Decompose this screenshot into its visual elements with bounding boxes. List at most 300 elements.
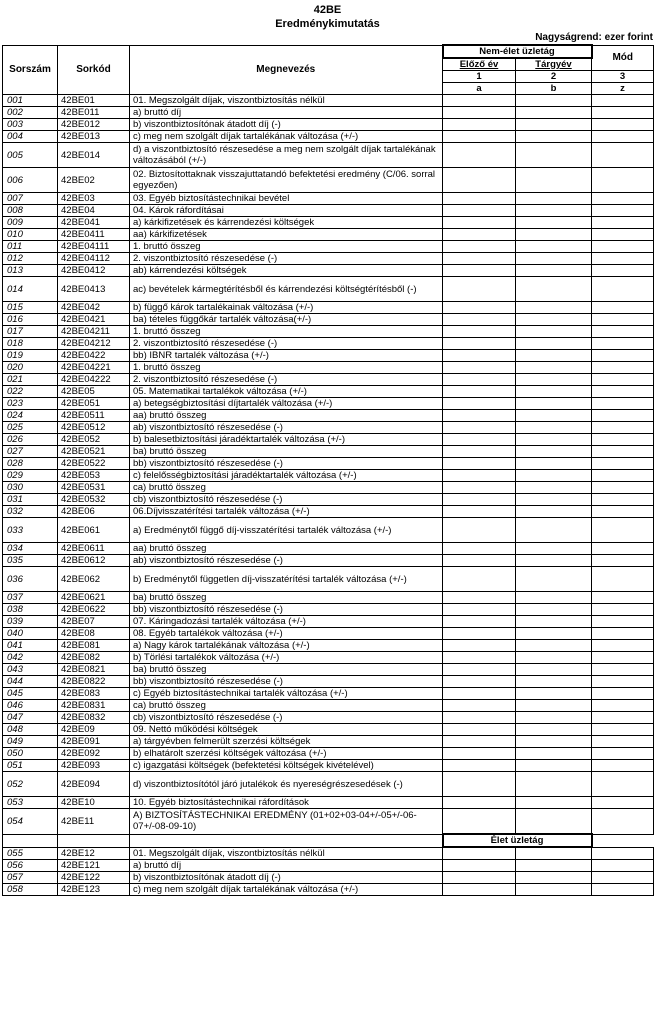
value-mode[interactable] xyxy=(592,724,654,736)
row-code: 42BE121 xyxy=(58,860,130,872)
row-number: 054 xyxy=(3,809,58,835)
value-prev-year[interactable] xyxy=(443,712,516,724)
value-prev-year[interactable] xyxy=(443,205,516,217)
value-mode[interactable] xyxy=(592,422,654,434)
row-number: 005 xyxy=(3,143,58,168)
value-current-year[interactable] xyxy=(516,640,592,652)
row-label: 09. Nettó működési költségek xyxy=(130,724,443,736)
value-current-year[interactable] xyxy=(516,302,592,314)
value-mode[interactable] xyxy=(592,592,654,604)
value-current-year[interactable] xyxy=(516,506,592,518)
row-number: 033 xyxy=(3,518,58,543)
row-number: 048 xyxy=(3,724,58,736)
value-prev-year[interactable] xyxy=(443,543,516,555)
value-prev-year[interactable] xyxy=(443,458,516,470)
value-current-year[interactable] xyxy=(516,760,592,772)
row-number: 038 xyxy=(3,604,58,616)
value-mode[interactable] xyxy=(592,277,654,302)
table-row xyxy=(3,809,654,835)
row-code: 42BE0831 xyxy=(58,700,130,712)
row-code: 42BE0612 xyxy=(58,555,130,567)
value-prev-year[interactable] xyxy=(443,700,516,712)
value-prev-year[interactable] xyxy=(443,884,516,896)
report-title: Eredménykimutatás xyxy=(275,18,380,30)
row-number: 025 xyxy=(3,422,58,434)
value-mode[interactable] xyxy=(592,470,654,482)
row-number: 014 xyxy=(3,277,58,302)
value-current-year[interactable] xyxy=(516,555,592,567)
row-number: 036 xyxy=(3,567,58,592)
table-row xyxy=(3,205,654,217)
value-mode[interactable] xyxy=(592,253,654,265)
row-code: 42BE04222 xyxy=(58,374,130,386)
value-current-year[interactable] xyxy=(516,712,592,724)
row-label: ca) bruttó összeg xyxy=(130,482,443,494)
value-prev-year[interactable] xyxy=(443,482,516,494)
table-row xyxy=(3,884,654,896)
value-prev-year[interactable] xyxy=(443,736,516,748)
value-mode[interactable] xyxy=(592,543,654,555)
value-mode[interactable] xyxy=(592,386,654,398)
value-prev-year[interactable] xyxy=(443,362,516,374)
value-mode[interactable] xyxy=(592,241,654,253)
value-current-year[interactable] xyxy=(516,168,592,193)
row-label: b) elhatárolt szerzési költségek változása (+/-) xyxy=(130,748,443,760)
table-row xyxy=(3,736,654,748)
value-current-year[interactable] xyxy=(516,241,592,253)
value-mode[interactable] xyxy=(592,168,654,193)
value-mode[interactable] xyxy=(592,604,654,616)
value-mode[interactable] xyxy=(592,860,654,872)
table-row xyxy=(3,555,654,567)
table-row xyxy=(3,314,654,326)
col-letter-z: z xyxy=(592,83,654,95)
value-prev-year[interactable] xyxy=(443,277,516,302)
table-row xyxy=(3,374,654,386)
value-current-year[interactable] xyxy=(516,592,592,604)
row-code: 42BE011 xyxy=(58,107,130,119)
value-mode[interactable] xyxy=(592,712,654,724)
value-current-year[interactable] xyxy=(516,543,592,555)
value-prev-year[interactable] xyxy=(443,398,516,410)
value-prev-year[interactable] xyxy=(443,241,516,253)
row-code: 42BE04221 xyxy=(58,362,130,374)
table-row xyxy=(3,193,654,205)
row-number: 027 xyxy=(3,446,58,458)
value-mode[interactable] xyxy=(592,640,654,652)
row-code: 42BE0622 xyxy=(58,604,130,616)
report-code: 42BE xyxy=(313,4,342,16)
row-code: 42BE12 xyxy=(58,847,130,860)
value-prev-year[interactable] xyxy=(443,494,516,506)
value-mode[interactable] xyxy=(592,494,654,506)
value-current-year[interactable] xyxy=(516,860,592,872)
value-mode[interactable] xyxy=(592,265,654,277)
value-current-year[interactable] xyxy=(516,482,592,494)
row-number: 021 xyxy=(3,374,58,386)
row-label: 2. viszontbiztosító részesedése (-) xyxy=(130,338,443,350)
value-mode[interactable] xyxy=(592,119,654,131)
value-mode[interactable] xyxy=(592,772,654,797)
row-label: ba) bruttó összeg xyxy=(130,592,443,604)
row-code: 42BE11 xyxy=(58,809,130,835)
value-current-year[interactable] xyxy=(516,434,592,446)
table-row xyxy=(3,567,654,592)
table-row xyxy=(3,326,654,338)
row-number: 001 xyxy=(3,95,58,107)
value-mode[interactable] xyxy=(592,458,654,470)
value-prev-year[interactable] xyxy=(443,640,516,652)
row-code: 42BE02 xyxy=(58,168,130,193)
value-current-year[interactable] xyxy=(516,628,592,640)
value-mode[interactable] xyxy=(592,338,654,350)
row-code: 42BE053 xyxy=(58,470,130,482)
row-code: 42BE03 xyxy=(58,193,130,205)
value-mode[interactable] xyxy=(592,872,654,884)
table-row xyxy=(3,712,654,724)
value-prev-year[interactable] xyxy=(443,809,516,835)
value-current-year[interactable] xyxy=(516,326,592,338)
value-prev-year[interactable] xyxy=(443,652,516,664)
value-mode[interactable] xyxy=(592,567,654,592)
row-code: 42BE083 xyxy=(58,688,130,700)
value-prev-year[interactable] xyxy=(443,229,516,241)
value-prev-year[interactable] xyxy=(443,217,516,229)
row-label: a) bruttó díj xyxy=(130,860,443,872)
value-prev-year[interactable] xyxy=(443,338,516,350)
value-prev-year[interactable] xyxy=(443,314,516,326)
value-current-year[interactable] xyxy=(516,410,592,422)
value-mode[interactable] xyxy=(592,143,654,168)
value-prev-year[interactable] xyxy=(443,95,516,107)
table-row xyxy=(3,265,654,277)
table-row xyxy=(3,107,654,119)
value-mode[interactable] xyxy=(592,688,654,700)
value-current-year[interactable] xyxy=(516,748,592,760)
value-mode[interactable] xyxy=(592,434,654,446)
value-prev-year[interactable] xyxy=(443,628,516,640)
value-mode[interactable] xyxy=(592,217,654,229)
row-code: 42BE042 xyxy=(58,302,130,314)
value-prev-year[interactable] xyxy=(443,143,516,168)
value-mode[interactable] xyxy=(592,847,654,860)
value-current-year[interactable] xyxy=(516,338,592,350)
row-code: 42BE09 xyxy=(58,724,130,736)
value-mode[interactable] xyxy=(592,362,654,374)
table-row xyxy=(3,640,654,652)
value-prev-year[interactable] xyxy=(443,386,516,398)
row-number: 039 xyxy=(3,616,58,628)
row-number: 037 xyxy=(3,592,58,604)
row-code: 42BE123 xyxy=(58,884,130,896)
value-prev-year[interactable] xyxy=(443,518,516,543)
row-code: 42BE10 xyxy=(58,797,130,809)
value-current-year[interactable] xyxy=(516,374,592,386)
value-prev-year[interactable] xyxy=(443,374,516,386)
value-current-year[interactable] xyxy=(516,229,592,241)
row-label: ab) viszontbiztosító részesedése (-) xyxy=(130,422,443,434)
row-code: 42BE07 xyxy=(58,616,130,628)
value-prev-year[interactable] xyxy=(443,265,516,277)
value-mode[interactable] xyxy=(592,760,654,772)
value-prev-year[interactable] xyxy=(443,253,516,265)
row-code: 42BE091 xyxy=(58,736,130,748)
value-mode[interactable] xyxy=(592,107,654,119)
value-prev-year[interactable] xyxy=(443,555,516,567)
value-mode[interactable] xyxy=(592,410,654,422)
row-label: 1. bruttó összeg xyxy=(130,326,443,338)
table-row xyxy=(3,772,654,797)
value-mode[interactable] xyxy=(592,518,654,543)
row-label: aa) kárkifizetések xyxy=(130,229,443,241)
value-prev-year[interactable] xyxy=(443,872,516,884)
value-mode[interactable] xyxy=(592,350,654,362)
col-group-nonlife: Nem-élet üzletág xyxy=(443,45,592,58)
row-number: 049 xyxy=(3,736,58,748)
value-prev-year[interactable] xyxy=(443,724,516,736)
value-mode[interactable] xyxy=(592,205,654,217)
value-current-year[interactable] xyxy=(516,362,592,374)
life-section xyxy=(3,834,654,847)
value-current-year[interactable] xyxy=(516,700,592,712)
row-code: 42BE0532 xyxy=(58,494,130,506)
value-prev-year[interactable] xyxy=(443,847,516,860)
table-row xyxy=(3,168,654,193)
value-prev-year[interactable] xyxy=(443,604,516,616)
value-mode[interactable] xyxy=(592,302,654,314)
value-mode[interactable] xyxy=(592,398,654,410)
row-number: 050 xyxy=(3,748,58,760)
table-row xyxy=(3,847,654,860)
value-mode[interactable] xyxy=(592,374,654,386)
row-label: a) betegségbiztosítási díjtartalék változása (+/-) xyxy=(130,398,443,410)
value-current-year[interactable] xyxy=(516,664,592,676)
value-current-year[interactable] xyxy=(516,314,592,326)
row-label: 2. viszontbiztosító részesedése (-) xyxy=(130,253,443,265)
value-mode[interactable] xyxy=(592,555,654,567)
value-current-year[interactable] xyxy=(516,253,592,265)
row-label: 01. Megszolgált díjak, viszontbiztosítás nélkül xyxy=(130,847,443,860)
row-code: 42BE08 xyxy=(58,628,130,640)
value-current-year[interactable] xyxy=(516,95,592,107)
value-mode[interactable] xyxy=(592,748,654,760)
table-row xyxy=(3,434,654,446)
value-mode[interactable] xyxy=(592,676,654,688)
value-prev-year[interactable] xyxy=(443,434,516,446)
value-mode[interactable] xyxy=(592,229,654,241)
value-current-year[interactable] xyxy=(516,872,592,884)
row-label: c) meg nem szolgált díjak tartalékának változása (+/-) xyxy=(130,884,443,896)
value-prev-year[interactable] xyxy=(443,326,516,338)
row-label: ab) viszontbiztosító részesedése (-) xyxy=(130,555,443,567)
value-prev-year[interactable] xyxy=(443,688,516,700)
row-number: 020 xyxy=(3,362,58,374)
row-code: 42BE052 xyxy=(58,434,130,446)
table-row xyxy=(3,253,654,265)
value-current-year[interactable] xyxy=(516,119,592,131)
row-code: 42BE0421 xyxy=(58,314,130,326)
row-label: ab) kárrendezési költségek xyxy=(130,265,443,277)
table-row xyxy=(3,131,654,143)
row-code: 42BE04 xyxy=(58,205,130,217)
table-row xyxy=(3,446,654,458)
value-prev-year[interactable] xyxy=(443,592,516,604)
value-mode[interactable] xyxy=(592,700,654,712)
row-number: 019 xyxy=(3,350,58,362)
value-mode[interactable] xyxy=(592,446,654,458)
value-current-year[interactable] xyxy=(516,398,592,410)
value-current-year[interactable] xyxy=(516,676,592,688)
col-header-sorkod: Sorkód xyxy=(58,45,130,95)
value-current-year[interactable] xyxy=(516,724,592,736)
value-current-year[interactable] xyxy=(516,688,592,700)
value-mode[interactable] xyxy=(592,628,654,640)
row-label: 10. Egyéb biztosítástechnikai ráfordítások xyxy=(130,797,443,809)
row-code: 42BE0522 xyxy=(58,458,130,470)
value-mode[interactable] xyxy=(592,506,654,518)
value-prev-year[interactable] xyxy=(443,748,516,760)
value-current-year[interactable] xyxy=(516,494,592,506)
value-prev-year[interactable] xyxy=(443,193,516,205)
value-mode[interactable] xyxy=(592,326,654,338)
value-current-year[interactable] xyxy=(516,205,592,217)
value-mode[interactable] xyxy=(592,797,654,809)
value-current-year[interactable] xyxy=(516,772,592,797)
value-mode[interactable] xyxy=(592,664,654,676)
row-label: 01. Megszolgált díjak, viszontbiztosítás nélkül xyxy=(130,95,443,107)
value-current-year[interactable] xyxy=(516,518,592,543)
value-mode[interactable] xyxy=(592,616,654,628)
row-label: 1. bruttó összeg xyxy=(130,362,443,374)
value-prev-year[interactable] xyxy=(443,470,516,482)
value-current-year[interactable] xyxy=(516,847,592,860)
row-code: 42BE051 xyxy=(58,398,130,410)
value-current-year[interactable] xyxy=(516,652,592,664)
value-prev-year[interactable] xyxy=(443,107,516,119)
row-number: 058 xyxy=(3,884,58,896)
value-current-year[interactable] xyxy=(516,131,592,143)
table-row xyxy=(3,458,654,470)
value-prev-year[interactable] xyxy=(443,131,516,143)
row-number: 013 xyxy=(3,265,58,277)
table-row xyxy=(3,229,654,241)
value-prev-year[interactable] xyxy=(443,506,516,518)
value-current-year[interactable] xyxy=(516,567,592,592)
col-header-prev-year: Előző év xyxy=(443,58,516,71)
value-current-year[interactable] xyxy=(516,446,592,458)
row-number: 040 xyxy=(3,628,58,640)
row-number: 015 xyxy=(3,302,58,314)
row-label: a) bruttó díj xyxy=(130,107,443,119)
row-number: 023 xyxy=(3,398,58,410)
row-number: 044 xyxy=(3,676,58,688)
value-mode[interactable] xyxy=(592,482,654,494)
value-current-year[interactable] xyxy=(516,884,592,896)
value-prev-year[interactable] xyxy=(443,350,516,362)
value-current-year[interactable] xyxy=(516,107,592,119)
row-label: 08. Egyéb tartalékok változása (+/-) xyxy=(130,628,443,640)
value-prev-year[interactable] xyxy=(443,422,516,434)
value-prev-year[interactable] xyxy=(443,664,516,676)
table-row xyxy=(3,470,654,482)
value-prev-year[interactable] xyxy=(443,119,516,131)
row-label: 02. Biztosítottaknak visszajuttatandó befektetési eredmény (C/06. sorral egyezően) xyxy=(130,168,443,193)
value-current-year[interactable] xyxy=(516,265,592,277)
table-row xyxy=(3,494,654,506)
value-mode[interactable] xyxy=(592,652,654,664)
value-prev-year[interactable] xyxy=(443,772,516,797)
value-prev-year[interactable] xyxy=(443,676,516,688)
row-label: b) függő károk tartalékainak változása (+/-) xyxy=(130,302,443,314)
value-current-year[interactable] xyxy=(516,797,592,809)
row-label: ba) bruttó összeg xyxy=(130,446,443,458)
value-current-year[interactable] xyxy=(516,386,592,398)
value-prev-year[interactable] xyxy=(443,302,516,314)
value-current-year[interactable] xyxy=(516,143,592,168)
row-label: b) Eredménytől független díj-visszatérítési tartalék változása (+/-) xyxy=(130,567,443,592)
row-code: 42BE122 xyxy=(58,872,130,884)
value-prev-year[interactable] xyxy=(443,616,516,628)
value-current-year[interactable] xyxy=(516,470,592,482)
value-current-year[interactable] xyxy=(516,422,592,434)
row-number: 017 xyxy=(3,326,58,338)
row-number: 029 xyxy=(3,470,58,482)
value-prev-year[interactable] xyxy=(443,797,516,809)
table-row xyxy=(3,676,654,688)
table-row xyxy=(3,628,654,640)
row-code: 42BE0611 xyxy=(58,543,130,555)
value-current-year[interactable] xyxy=(516,458,592,470)
life-rows xyxy=(3,847,654,896)
row-label: c) felelősségbiztosítási járadéktartalék változása (+/-) xyxy=(130,470,443,482)
row-label: A) BIZTOSÍTÁSTECHNIKAI EREDMÉNY (01+02+03-04+/-05+/-06-07+/-08-09-10) xyxy=(130,809,443,835)
value-current-year[interactable] xyxy=(516,277,592,302)
row-number: 011 xyxy=(3,241,58,253)
value-mode[interactable] xyxy=(592,131,654,143)
value-prev-year[interactable] xyxy=(443,410,516,422)
value-mode[interactable] xyxy=(592,884,654,896)
value-current-year[interactable] xyxy=(516,350,592,362)
value-mode[interactable] xyxy=(592,314,654,326)
value-current-year[interactable] xyxy=(516,809,592,835)
value-current-year[interactable] xyxy=(516,193,592,205)
row-number: 007 xyxy=(3,193,58,205)
value-mode[interactable] xyxy=(592,736,654,748)
value-prev-year[interactable] xyxy=(443,446,516,458)
value-current-year[interactable] xyxy=(516,217,592,229)
value-current-year[interactable] xyxy=(516,616,592,628)
value-prev-year[interactable] xyxy=(443,760,516,772)
row-label: 2. viszontbiztosító részesedése (-) xyxy=(130,374,443,386)
value-current-year[interactable] xyxy=(516,604,592,616)
row-number: 047 xyxy=(3,712,58,724)
row-number: 024 xyxy=(3,410,58,422)
value-prev-year[interactable] xyxy=(443,567,516,592)
row-number: 042 xyxy=(3,652,58,664)
value-prev-year[interactable] xyxy=(443,168,516,193)
value-mode[interactable] xyxy=(592,95,654,107)
row-label: cb) viszontbiztosító részesedése (-) xyxy=(130,712,443,724)
row-number: 002 xyxy=(3,107,58,119)
table-row xyxy=(3,860,654,872)
value-current-year[interactable] xyxy=(516,736,592,748)
row-label: b) Törlési tartalékok változása (+/-) xyxy=(130,652,443,664)
value-prev-year[interactable] xyxy=(443,860,516,872)
row-label: 05. Matematikai tartalékok változása (+/-) xyxy=(130,386,443,398)
value-mode[interactable] xyxy=(592,809,654,835)
row-number: 046 xyxy=(3,700,58,712)
value-mode[interactable] xyxy=(592,193,654,205)
